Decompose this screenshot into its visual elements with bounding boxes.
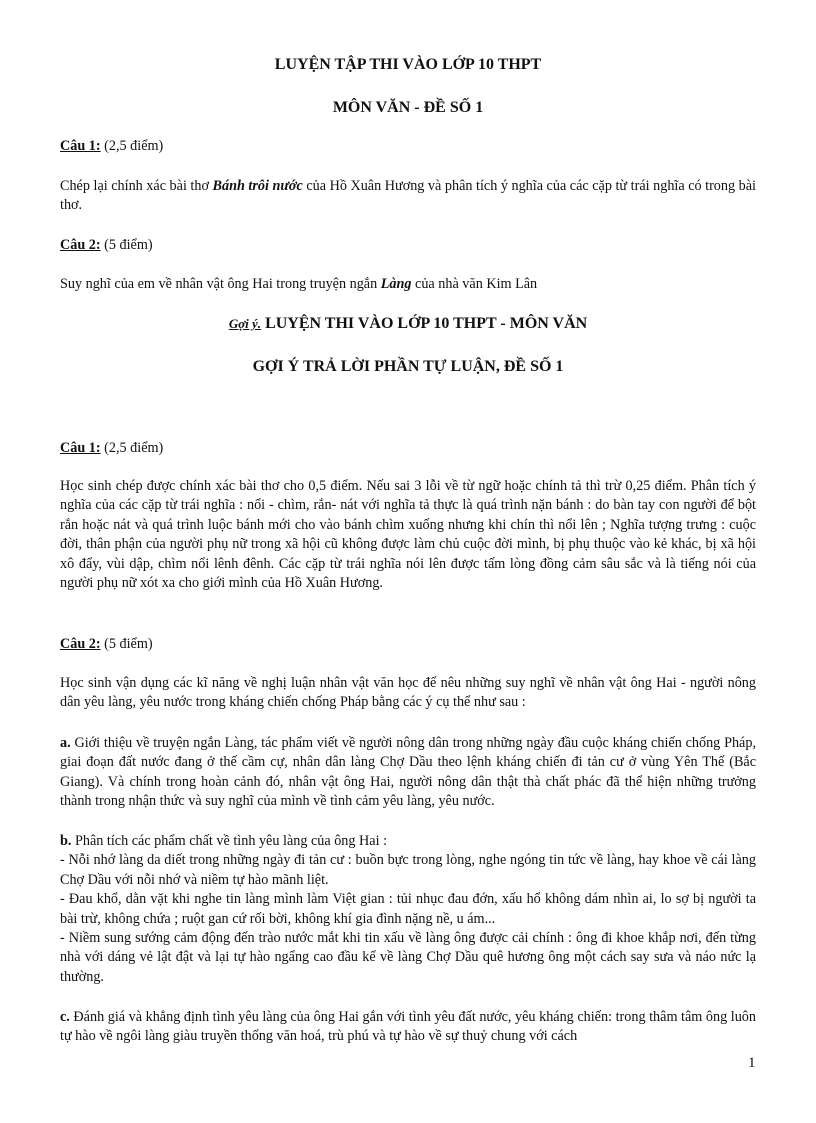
list-item: - Đau khổ, dằn vặt khi nghe tin làng mình làm Việt gian : tủi nhục đau đớn, xấu hổ không dám nhìn ai, lo sợ bị người ta bài trừ, không chứa ; ruột gan cứ rối bời, không khí gia đình nặng nề, u ám... (60, 891, 756, 927)
question-label: Câu 1: (60, 138, 101, 154)
page-number: 1 (748, 1055, 756, 1071)
poem-title: Bánh trôi nước (212, 178, 303, 194)
list-item: - Niềm sung sướng cảm động đến trào nước mắt khi tin xấu về làng ông được cải chính : ông đi khoe khắp nơi, đến từng nhà với dáng vẻ lật đật và lại tự hào ngẩng cao đầu kể về làng Chợ Dầu quê hương ông một cách say sưa và náo nức lạ thường. (60, 930, 756, 985)
question-points: (5 điểm) (104, 636, 153, 652)
exam-title: LUYỆN TẬP THI VÀO LỚP 10 THPT (274, 56, 542, 73)
list-item: - Nỗi nhớ làng da diết trong những ngày đi tản cư : buồn bực trong lòng, nghe ngóng tin tức về làng, hay khoe về cái làng Chợ Dầu với nỗi nhớ và niềm tự hào mãnh liệt. (60, 852, 756, 888)
story-title: Làng (380, 276, 412, 292)
exam-question-2-heading (60, 237, 756, 254)
answer-question-1-heading (60, 440, 756, 457)
answer-question-2-heading (60, 636, 756, 653)
answer-question-2-intro: Học sinh vận dụng các kĩ năng về nghị luận nhân vật văn học để nêu những suy nghĩ về nhân vật ông Hai - người nông dân yêu làng, yêu nước trong kháng chiến chống Pháp bằng các ý cụ thể như sau : (60, 675, 756, 711)
answer-subtitle: GỢI Ý TRẢ LỜI PHẦN TỰ LUẬN, ĐỀ SỐ 1 (252, 358, 564, 375)
question-points: (5 điểm) (104, 237, 153, 253)
answer-point-b: b. Phân tích các phẩm chất về tình yêu làng của ông Hai : - Nỗi nhớ làng da diết trong những ngày đi tản cư : buồn bực trong lòng, nghe ngóng tin tức về làng, hay khoe về cái làng Chợ Dầu với nỗi nhớ và niềm tự hào mãnh liệt. - Đau khổ, dằn vặt khi nghe tin làng mình làm Việt gian : tủi nhục đau đớn, xấu hổ không dám nhìn ai, lo sợ bị người ta bài trừ, không chứa ; ruột gan cứ rối bời, không khí gia đình nặng nề, u ám... - Niềm sung sướng cảm động đến trào nước mắt khi tin xấu về làng ông được cải chính : ông đi khoe khắp nơi, đến từng nhà với dáng vẻ lật đật và lại tự hào ngẩng cao đầu kể về làng Chợ Dầu quê hương ông một cách say sưa và náo nức lạ thường. (60, 832, 756, 987)
exam-question-2-text: Suy nghĩ của em về nhân vật ông Hai trong truyện ngắn Làng của nhà văn Kim Lân (60, 276, 538, 292)
question-label: Câu 2: (60, 636, 101, 652)
exam-subtitle: MÔN VĂN - ĐỀ SỐ 1 (332, 99, 484, 116)
answer-point-c: c. Đánh giá và khẳng định tình yêu làng của ông Hai gắn với tình yêu đất nước, yêu kháng chiến: trong thâm tâm ông luôn tự hào về ngôi làng giàu truyền thống văn hoá, trù phú và tự hào về sự thuỷ chung với cách (60, 1009, 756, 1045)
goiy-label: Gợi ý. (228, 316, 262, 331)
question-points: (2,5 điểm) (104, 138, 164, 154)
answer-title: Gợi ý. LUYỆN THI VÀO LỚP 10 THPT - MÔN VĂN (228, 315, 588, 332)
exam-question-1-heading (60, 138, 756, 155)
question-label: Câu 2: (60, 237, 101, 253)
answer-question-1-body: Học sinh chép được chính xác bài thơ cho 0,5 điểm. Nếu sai 3 lỗi về từ ngữ hoặc chính tả thì trừ 0,25 điểm. Phân tích ý nghĩa của các cặp từ trái nghĩa : nổi - chìm, rắn- nát với nghĩa tả thực là quá trình nặn bánh : do bàn tay con người để bột rắn hoặc nát và quá trình luộc bánh mới cho vào bánh chìm xuống nhưng khi chín thì nổi lên ; Nghĩa tượng trưng : cuộc đời, thân phận của người phụ nữ trong xã hội cũ không được làm chủ cuộc đời mình, bị phụ thuộc vào kẻ khác, bị xã hội xô đẩy, vùi dập, chìm nổi lênh đênh. Các cặp từ trái nghĩa nói lên được tấm lòng đồng cảm sâu sắc và là tiếng nói của người phụ nữ xót xa cho giới mình của Hồ Xuân Hương. (60, 478, 756, 592)
question-points: (2,5 điểm) (104, 440, 164, 456)
question-label: Câu 1: (60, 440, 101, 456)
answer-point-a: a. Giới thiệu về truyện ngắn Làng, tác phẩm viết về người nông dân trong những ngày đầu cuộc kháng chiến chống Pháp, giai đoạn đất nước đang ở thế cầm cự, nhân dân làng Chợ Dầu theo lệnh kháng chiến đi tản cư ở vùng Yên Thế (Bắc Giang). Và chính trong hoàn cảnh đó, nhân vật ông Hai, người nông dân thật thà chất phác đã thể hiện những trưởng thành trong nhận thức và suy nghĩ của mình về tình cảm yêu làng, yêu nước. (60, 735, 756, 810)
exam-question-1-text: Chép lại chính xác bài thơ Bánh trôi nước của Hồ Xuân Hương và phân tích ý nghĩa của các cặp từ trái nghĩa có trong bài thơ. (60, 178, 756, 214)
